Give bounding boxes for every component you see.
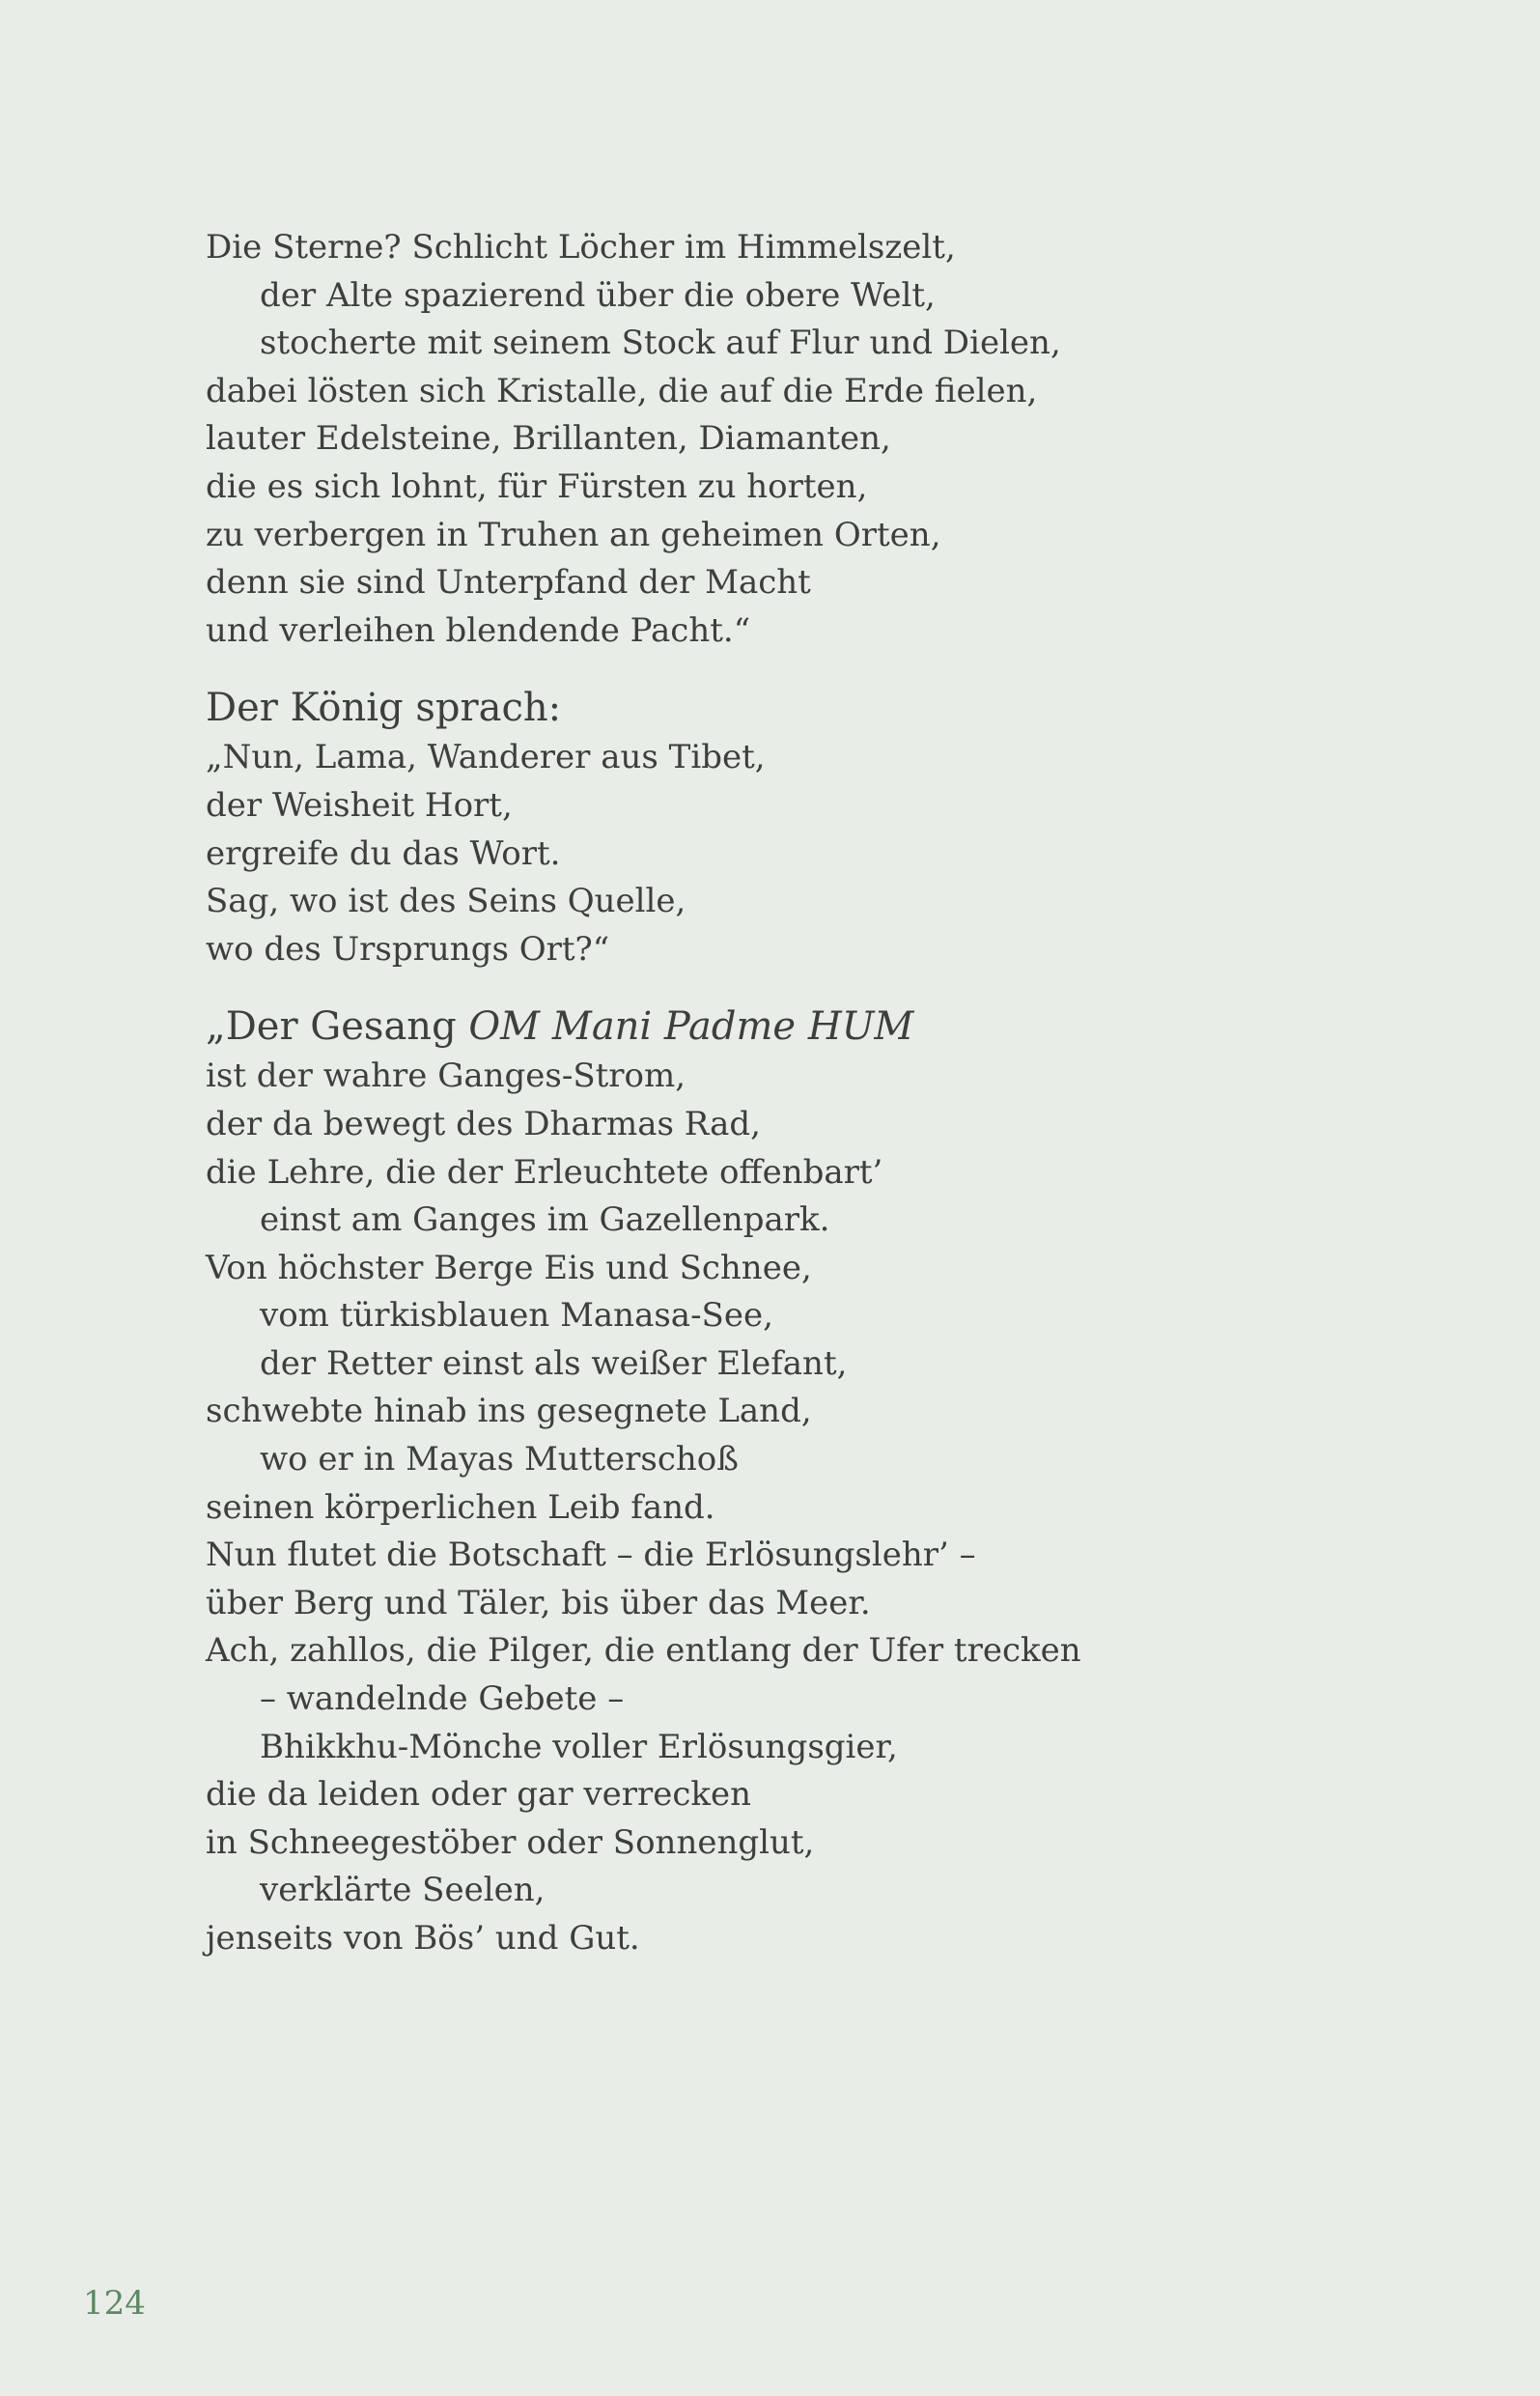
poem-line: schwebte hinab ins gesegnete Land, xyxy=(206,1392,812,1431)
poem-line: – wandelnde Gebete – xyxy=(260,1679,625,1719)
stanza-1 xyxy=(206,224,1345,655)
stanza-2 xyxy=(206,682,1345,973)
poem-line: ist der wahre Ganges-Strom, xyxy=(206,1057,686,1096)
poem-line: denn sie sind Unterpfand der Macht xyxy=(206,563,811,603)
poem-line: der da bewegt des Dharmas Rad, xyxy=(206,1104,761,1143)
stanza-heading xyxy=(206,1001,1345,1053)
poem-line: „Nun, Lama, Wanderer aus Tibet, xyxy=(206,738,766,777)
page-number: 124 xyxy=(83,2284,146,2323)
poem-line: wo er in Mayas Mutterschoß xyxy=(260,1440,739,1480)
poem-line: einst am Ganges im Gazellenpark. xyxy=(260,1200,830,1240)
poem-line: seinen körperlichen Leib fand. xyxy=(206,1487,715,1527)
poem-line: dabei lösten sich Kristalle, die auf die Erde fielen, xyxy=(206,371,1038,410)
poem-line: jenseits von Bös’ und Gut. xyxy=(206,1919,640,1958)
poem-line: Die Sterne? Schlicht Löcher im Himmelszelt, xyxy=(206,228,956,267)
poem-line: vom türkisblauen Manasa-See, xyxy=(260,1296,773,1336)
poem-line: verklärte Seelen, xyxy=(260,1871,546,1910)
poem-line: Von höchster Berge Eis und Schnee, xyxy=(206,1248,812,1287)
poem-line: Ach, zahllos, die Pilger, die entlang der Ufer trecken xyxy=(206,1631,1081,1671)
poem-line: die es sich lohnt, für Fürsten zu horten, xyxy=(206,466,868,506)
poem-line: in Schneegestöber oder Sonnenglut, xyxy=(206,1822,815,1862)
poem-line: Sag, wo ist des Seins Quelle, xyxy=(206,882,686,921)
stanza-3 xyxy=(206,1001,1345,1962)
poem-line: zu verbergen in Truhen an geheimen Orten, xyxy=(206,515,941,554)
poem-line: der Weisheit Hort, xyxy=(206,785,513,825)
poem-line: Nun flutet die Botschaft – die Erlösungslehr’ – xyxy=(206,1536,976,1575)
poem-line: über Berg und Täler, bis über das Meer. xyxy=(206,1583,871,1622)
mantra-italic: OM Mani Padme HUM xyxy=(468,1004,914,1050)
poem xyxy=(206,224,1345,1963)
poem-line: die da leiden oder gar verrecken xyxy=(206,1775,752,1815)
poem-line: lauter Edelsteine, Brillanten, Diamanten, xyxy=(206,419,891,459)
poem-line: der Alte spazierend über die obere Welt, xyxy=(260,275,936,315)
heading-plain-text: „Der Gesang xyxy=(206,1004,469,1050)
poem-line: wo des Ursprungs Ort?“ xyxy=(206,929,610,969)
poem-line: stocherte mit seinem Stock auf Flur und Dielen, xyxy=(260,324,1061,363)
poem-line: die Lehre, die der Erleuchtete offenbart’ xyxy=(206,1152,883,1192)
poem-line: und verleihen blendende Pacht.“ xyxy=(206,610,751,650)
poem-line: der Retter einst als weißer Elefant, xyxy=(260,1343,848,1383)
poem-line: ergreife du das Wort. xyxy=(206,833,561,873)
poem-line: Bhikkhu-Mönche voller Erlösungsgier, xyxy=(260,1727,898,1766)
stanza-heading: Der König sprach: xyxy=(206,686,562,731)
